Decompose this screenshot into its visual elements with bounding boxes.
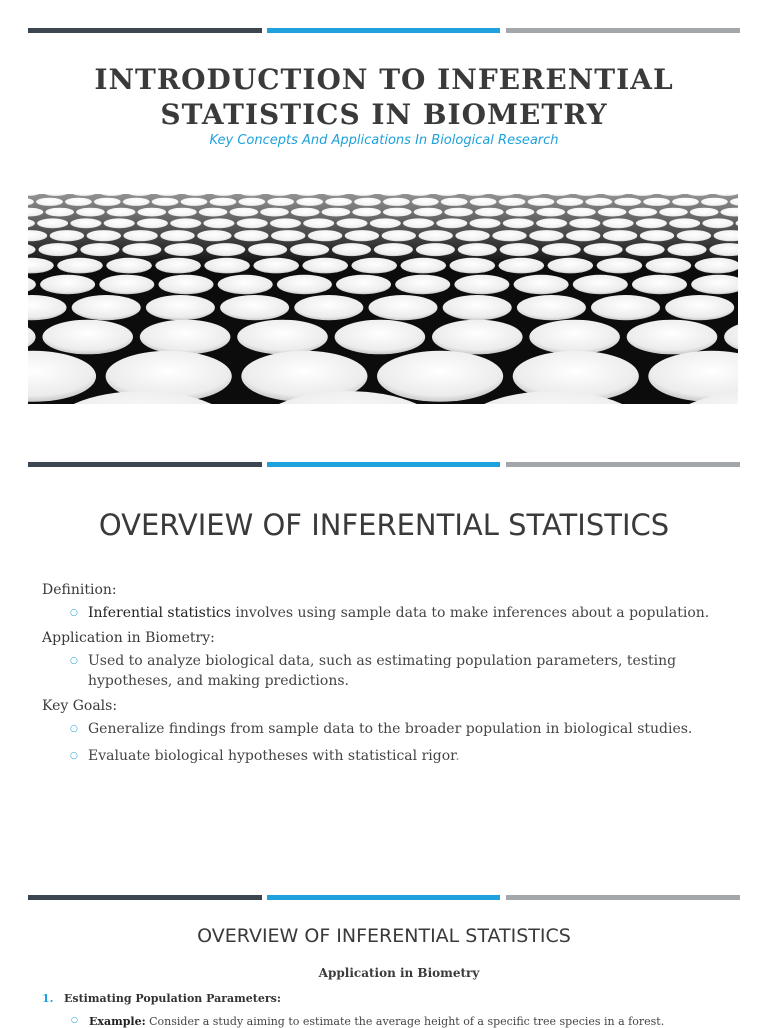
grey-accent-bar bbox=[506, 895, 740, 900]
definition-section bbox=[42, 582, 732, 623]
application-section bbox=[42, 630, 732, 691]
dark-accent-bar bbox=[28, 462, 262, 467]
section-label: Application in Biometry: bbox=[42, 630, 215, 646]
section-label: Key Goals: bbox=[42, 698, 118, 714]
blue-accent-bar bbox=[267, 462, 500, 467]
overview-content bbox=[42, 582, 732, 773]
example-bullet bbox=[71, 1015, 665, 1028]
dark-accent-bar bbox=[28, 28, 262, 33]
bullet-text: Used to analyze biological data, such as estimating population parameters, testing hypotheses, and making predictions. bbox=[88, 653, 677, 689]
numbered-item bbox=[42, 992, 281, 1005]
bullet-circle-icon: ○ bbox=[70, 751, 78, 761]
bullet-text: Generalize findings from sample data to the broader population in biological studies. bbox=[88, 721, 693, 737]
bullet-circle-icon: ○ bbox=[71, 1015, 78, 1024]
presentation-subtitle: Key Concepts And Applications In Biological Research bbox=[209, 133, 559, 148]
slide-3-subheading: Application in Biometry bbox=[318, 966, 480, 980]
bullet-item bbox=[70, 651, 732, 691]
item-number: 1. bbox=[42, 992, 54, 1005]
petri-dish-pattern bbox=[28, 194, 738, 404]
bullet-circle-icon: ○ bbox=[70, 608, 78, 618]
slide-3-top-accent-bars bbox=[28, 895, 740, 900]
blue-accent-bar bbox=[267, 28, 500, 33]
bullet-circle-icon: ○ bbox=[70, 656, 78, 666]
slide-1-top-accent-bars bbox=[28, 28, 740, 33]
grey-accent-bar bbox=[506, 28, 740, 33]
grey-accent-bar bbox=[506, 462, 740, 467]
slide-2-top-accent-bars bbox=[28, 462, 740, 467]
example-text: Consider a study aiming to estimate the average height of a specific tree species in a forest. bbox=[145, 1015, 665, 1028]
overview-heading: OVERVIEW OF INFERENTIAL STATISTICS bbox=[98, 508, 670, 542]
bullet-text: Evaluate biological hypotheses with statistical rigor bbox=[88, 748, 456, 764]
bullet-circle-icon: ○ bbox=[70, 724, 78, 734]
bullet-item bbox=[70, 719, 732, 739]
blue-accent-bar bbox=[267, 895, 500, 900]
hero-image-petri-dishes bbox=[28, 194, 738, 404]
item-label: Estimating Population Parameters: bbox=[64, 992, 281, 1005]
bullet-item bbox=[70, 603, 732, 623]
key-goals-section bbox=[42, 698, 732, 766]
presentation-title: INTRODUCTION TO INFERENTIAL STATISTICS IN BIOMETRY bbox=[94, 63, 674, 131]
example-label: Example: bbox=[89, 1015, 146, 1028]
bullet-item bbox=[70, 746, 732, 766]
dark-accent-bar bbox=[28, 895, 262, 900]
section-label: Definition: bbox=[42, 582, 117, 598]
bullet-text: involves using sample data to make inferences about a population. bbox=[230, 605, 710, 621]
slide-3-heading: OVERVIEW OF INFERENTIAL STATISTICS bbox=[197, 925, 571, 947]
bullet-term: Inferential statistics bbox=[88, 605, 231, 621]
bullet-trailing-period: . bbox=[455, 748, 460, 764]
